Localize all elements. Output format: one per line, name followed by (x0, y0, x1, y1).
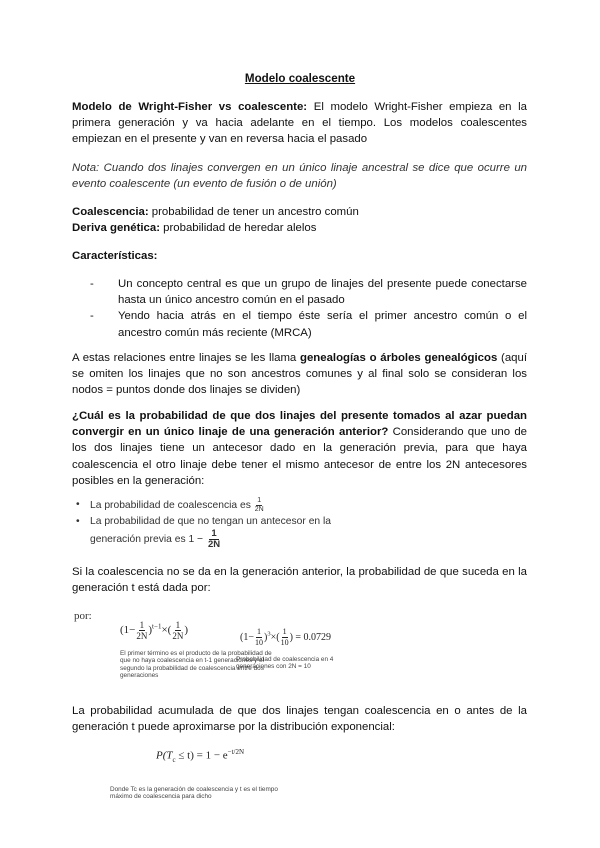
definition-deriva: Deriva genética: probabilidad de heredar alelos (72, 222, 317, 235)
question-bold: ¿Cuál es la probabilidad de que dos linajes del presente tomados al azar puedan convergir en un único linaje de una generación anterior? (72, 410, 527, 439)
genealogy-paragraph: A estas relaciones entre linajes se les llama genealogías o árboles genealógicos (aquí se omiten los linajes que no son ancestros comunes y al final solo se consideran los nodos = puntos donde dos linajes se dividen) (72, 352, 527, 397)
definition-coalescencia: Coalescencia: probabilidad de tener un ancestro común (72, 206, 359, 218)
slide-bullet: • La probabilidad de que no tengan un antecesor en la (76, 516, 332, 527)
note-paragraph: Nota: Cuando dos linajes convergen en un único linaje ancestral se dice que ocurre un evento coalescente (un evento de fusión o de unión) (72, 162, 527, 191)
slide-bullet: • La probabilidad de coalescencia es $\frac{1}{2N}$ (76, 497, 264, 513)
wf-label: Modelo de Wright-Fisher vs coalescente: (72, 101, 308, 113)
formula-example: (1− $\frac{1}{10}$ )$^3$×( $\frac{1}{10}$ ) = 0.0729 (240, 627, 332, 647)
wf-text: El modelo Wright-Fisher empieza en la primera generación y va hacia adelante en el tiempo. Los modelos coalescentes empiezan en el presente y van en reversa hacia el pasado (72, 101, 527, 146)
formula-caption-1: El primer término es el producto de la probabilidad de que no haya coalescencia en t-1 generaciones y el segundo la probabilidad de coalescencia entre dos generaciones (120, 650, 272, 680)
fraction-1-over-2n-bold: $\frac{1}{2N}$ (207, 528, 221, 550)
slide-bullet-cont: generación previa es 1 − $\frac{1}{2N}$ (90, 528, 221, 550)
feature-item: - Un concepto central es que un grupo de linajes del presente puede conectarse hasta un único ancestro común en el pasado (90, 278, 527, 307)
gen-t-paragraph: Si la coalescencia no se da en la generación anterior, la probabilidad de que suceda en la generación t está dada por: (72, 566, 527, 595)
definitions (72, 204, 527, 236)
exponential-formula: $P(T_c \le t) = 1 - e^{-t/2N}$ (156, 748, 245, 764)
formula-generation-t: (1− $\frac{1}{2N}$ )$^{t-1}$×( $\frac{1}{2N}$ ) (120, 620, 188, 641)
features-heading: Características: (72, 250, 158, 262)
cumulative-paragraph: La probabilidad acumulada de que dos linajes tengan coalescencia en o antes de la generación t puede aproximarse por la distribución exponencial: (72, 705, 527, 734)
page-title: Modelo coalescente (244, 72, 356, 85)
wright-fisher-paragraph (72, 99, 527, 148)
slide-bullets (76, 497, 366, 550)
feature-item: - Yendo hacia atrás en el tiempo éste sería el primer ancestro común o el ancestro común más reciente (MRCA) (90, 310, 527, 339)
footnote-caption: Donde Tc es la generación de coalescencia y t es el tiempo máximo de coalescencia para dicho (110, 786, 278, 801)
por-label: por: (74, 610, 92, 622)
formula-caption-2: Probabilidad de coalescencia en 4 generaciones con 2N = 10 (236, 656, 334, 671)
question-paragraph: ¿Cuál es la probabilidad de que dos linajes del presente tomados al azar puedan convergir en un único linaje de una generación anterior? Considerando que uno de los dos linajes tiene un antecesor dado en la generación previa, para que haya coalescencia el otro linaje debe tener el mismo antecesor de entre los 2N antecesores posibles en la generación: (72, 410, 527, 487)
fraction-1-over-2n: $\frac{1}{2N}$ (254, 497, 264, 513)
features-list (72, 276, 527, 341)
